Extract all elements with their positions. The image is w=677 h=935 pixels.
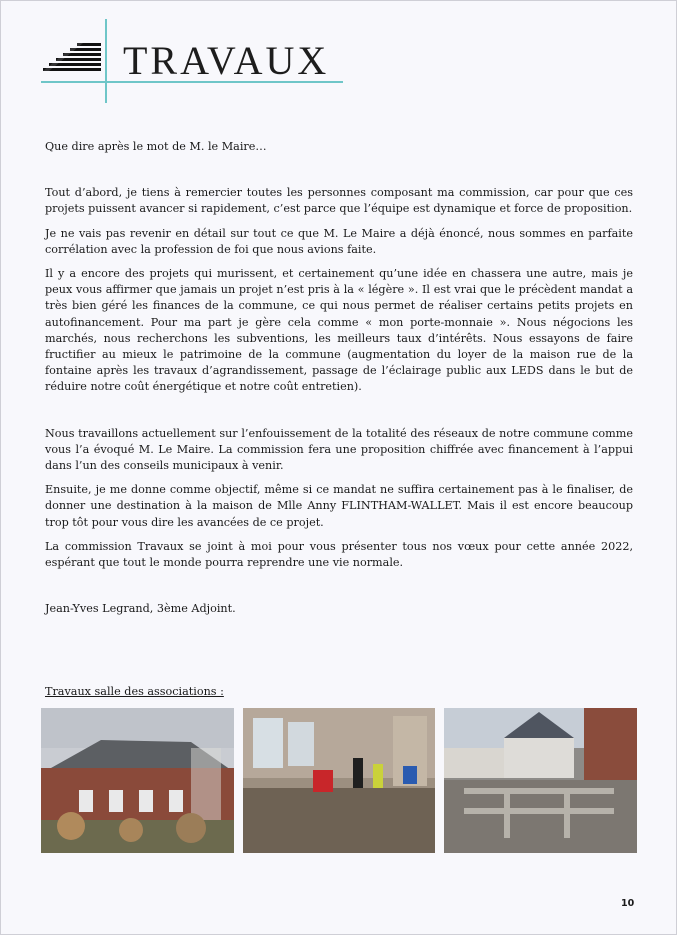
gallery-heading: Travaux salle des associations : <box>45 685 224 698</box>
paragraph: Il y a encore des projets qui murissent, et certainement qu’une idée en chassera une autre, mais je peux vous affirmer que jamais un projet n’est pris à la « légère ». Il est vrai que le précèdent mandat a très bien géré les finances de la commune, ce qui nous permet de réaliser certains petits projets en autofinancement. Pour ma part je gère cela comme « mon porte-monnaie ». Nous négocions les marchés, nous recherchons les subventions, les meilleurs taux d’intérêts. Nous essayons de faire fructifier au mieux le patrimoine de la commune (augmentation du loyer de la maison rue de la fontaine après les travaux d’agrandissement, passage de l’éclairage public aux LEDS dans le but de réduire notre coût énergétique et notre coût entretien). <box>45 267 633 394</box>
building-exterior-photo <box>41 708 234 853</box>
paragraph: Nous travaillons actuellement sur l’enfouissement de la totalité des réseaux de notre commune comme vous l’a évoqué M. Le Maire. La commission fera une proposition chiffrée avec financement à l’appui dans l’un des conseils municipaux à venir. <box>45 426 633 473</box>
page-title: TRAVAUX <box>123 38 330 83</box>
signature: Jean-Yves Legrand, 3ème Adjoint. <box>45 602 236 616</box>
stairs-logo-icon <box>43 41 101 71</box>
interior-excavation-photo <box>243 708 435 853</box>
article-body <box>45 139 633 617</box>
paragraph: Tout d’abord, je tiens à remercier toutes les personnes composant ma commission, car pour que ces projets puissent avancer si rapidement, c’est parce que l’équipe est dynamique et force de proposition. <box>45 186 633 216</box>
intro-paragraph: Que dire après le mot de M. le Maire… <box>45 140 267 153</box>
paragraph: La commission Travaux se joint à moi pour vous présenter tous nos vœux pour cette année 2022, espérant que tout le monde pourra reprendre une vie normale. <box>45 539 633 570</box>
header-vertical-rule <box>105 19 107 103</box>
foundation-works-photo <box>444 708 637 853</box>
paragraph: Ensuite, je me donne comme objectif, même si ce mandat ne suffira certainement pas à le finaliser, de donner une destination à la maison de Mlle Anny FLINTHAM-WALLET. Mais il est encore beaucoup trop tôt pour vous dire les avancées de ce projet. <box>45 483 633 529</box>
paragraph: Je ne vais pas revenir en détail sur tout ce que M. Le Maire a déjà énoncé, nous sommes en parfaite corrélation avec la profession de foi que nous avions faite. <box>45 226 633 256</box>
page-number: 10 <box>621 898 635 909</box>
